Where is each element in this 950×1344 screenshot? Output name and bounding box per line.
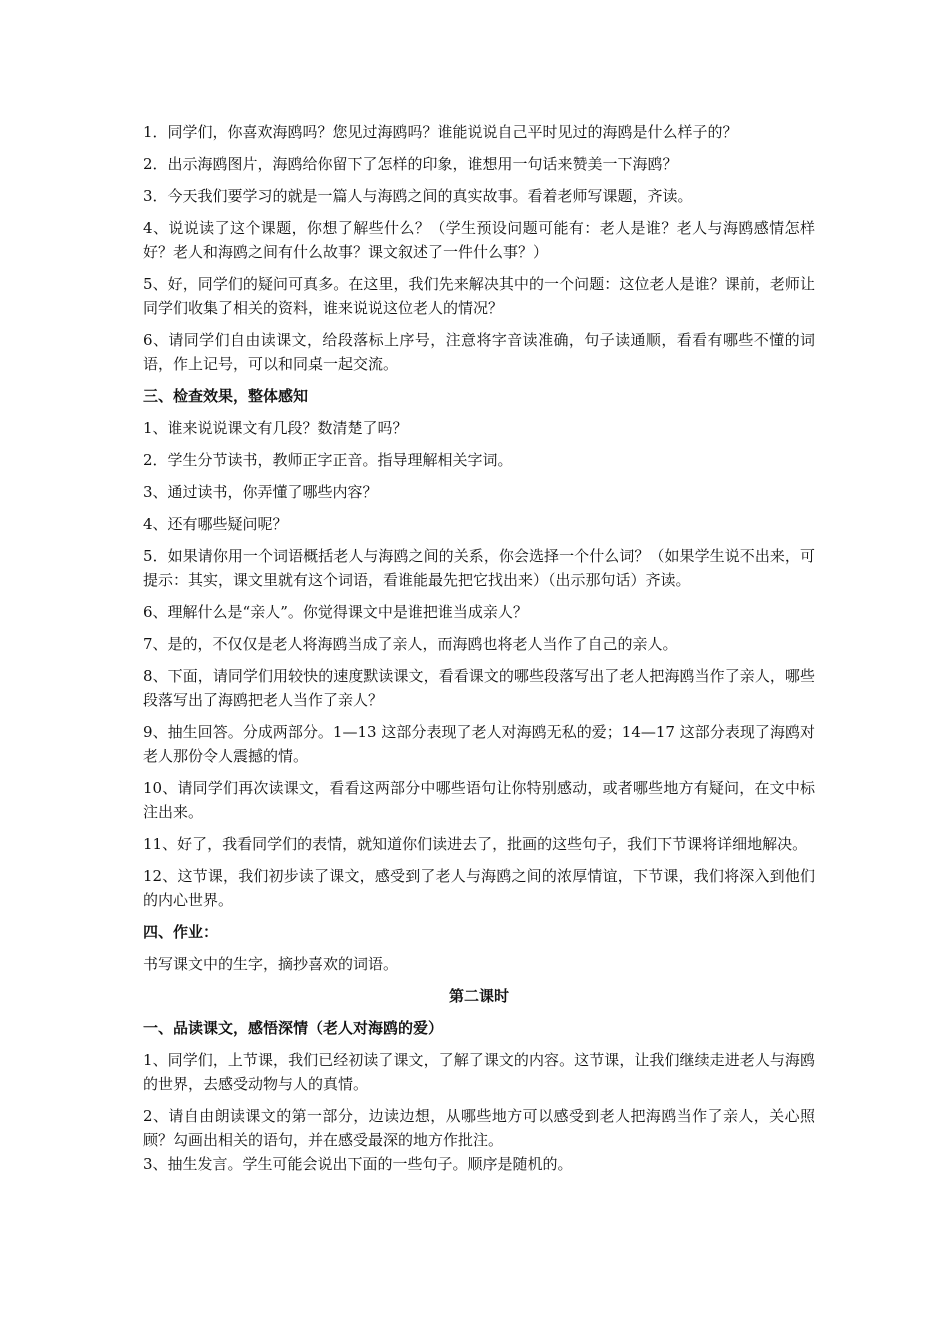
paragraph-13: 7、是的，不仅仅是老人将海鸥当成了亲人，而海鸥也将老人当作了自己的亲人。 bbox=[143, 635, 678, 653]
paragraph-21: 2、请自由朗读课文的第一部分，边读边想，从哪些地方可以感受到老人把海鸥当作了亲人，关心照顾？勾画出相关的语句，并在感受最深的地方作批注。 bbox=[143, 1107, 815, 1149]
paragraph-14: 8、下面，请同学们用较快的速度默读课文，看看课文的哪些段落写出了老人把海鸥当作了亲人，哪些段落写出了海鸥把老人当作了亲人？ bbox=[143, 667, 815, 709]
section-heading-1: 一、品读课文，感悟深情（老人对海鸥的爱） bbox=[143, 1019, 444, 1037]
paragraph-18: 12、这节课，我们初步读了课文，感受到了老人与海鸥之间的浓厚情谊，下节课，我们将深入到他们的内心世界。 bbox=[143, 867, 815, 909]
paragraph-12: 6、理解什么是“亲人”。你觉得课文中是谁把谁当成亲人？ bbox=[143, 603, 528, 621]
paragraph-3: 3．今天我们要学习的就是一篇人与海鸥之间的真实故事。看着老师写课题，齐读。 bbox=[143, 187, 693, 205]
paragraph-1: 1．同学们，你喜欢海鸥吗？您见过海鸥吗？谁能说说自己平时见过的海鸥是什么样子的？ bbox=[143, 123, 738, 141]
paragraph-15: 9、抽生回答。分成两部分。1—13 这部分表现了老人对海鸥无私的爱；14—17 这部分表现了海鸥对老人那份令人震撼的情。 bbox=[143, 723, 815, 765]
paragraph-16: 10、请同学们再次读课文，看看这两部分中哪些语句让你特别感动，或者哪些地方有疑问，在文中标注出来。 bbox=[143, 779, 815, 821]
paragraph-22: 3、抽生发言。学生可能会说出下面的一些句子。顺序是随机的。 bbox=[143, 1155, 573, 1173]
paragraph-2: 2．出示海鸥图片，海鸥给你留下了怎样的印象，谁想用一句话来赞美一下海鸥？ bbox=[143, 155, 678, 173]
paragraph-11: 5．如果请你用一个词语概括老人与海鸥之间的关系，你会选择一个什么词？（如果学生说不出来，可提示：其实，课文里就有这个词语，看谁能最先把它找出来）（出示那句话）齐读。 bbox=[143, 547, 815, 589]
paragraph-17: 11、好了，我看同学们的表情，就知道你们读进去了，批画的这些句子，我们下节课将详细地解决。 bbox=[143, 835, 808, 853]
paragraph-10: 4、还有哪些疑问呢？ bbox=[143, 515, 288, 533]
paragraph-9: 3、通过读书，你弄懂了哪些内容？ bbox=[143, 483, 378, 501]
paragraph-7: 1、谁来说说课文有几段？数清楚了吗？ bbox=[143, 419, 408, 437]
paragraph-6: 6、请同学们自由读课文，给段落标上序号，注意将字音读准确，句子读通顺，看看有哪些不懂的词语，作上记号，可以和同桌一起交流。 bbox=[143, 331, 815, 373]
lesson-title: 第二课时 bbox=[448, 987, 509, 1005]
paragraph-19: 书写课文中的生字，摘抄喜欢的词语。 bbox=[143, 955, 399, 973]
document-body bbox=[143, 120, 815, 1184]
paragraph-5: 5、好，同学们的疑问可真多。在这里，我们先来解决其中的一个问题：这位老人是谁？课前，老师让同学们收集了相关的资料，谁来说说这位老人的情况？ bbox=[143, 275, 815, 317]
paragraph-8: 2．学生分节读书，教师正字正音。指导理解相关字词。 bbox=[143, 451, 513, 469]
paragraph-4: 4、说说读了这个课题，你想了解些什么？（学生预设问题可能有：老人是谁？老人与海鸥感情怎样好？老人和海鸥之间有什么故事？课文叙述了一件什么事？） bbox=[143, 219, 815, 261]
paragraph-20: 1、同学们，上节课，我们已经初读了课文，了解了课文的内容。这节课，让我们继续走进老人与海鸥的世界，去感受动物与人的真情。 bbox=[143, 1051, 815, 1093]
section-heading-4: 四、作业： bbox=[143, 923, 219, 941]
section-heading-3: 三、检查效果，整体感知 bbox=[143, 387, 309, 405]
